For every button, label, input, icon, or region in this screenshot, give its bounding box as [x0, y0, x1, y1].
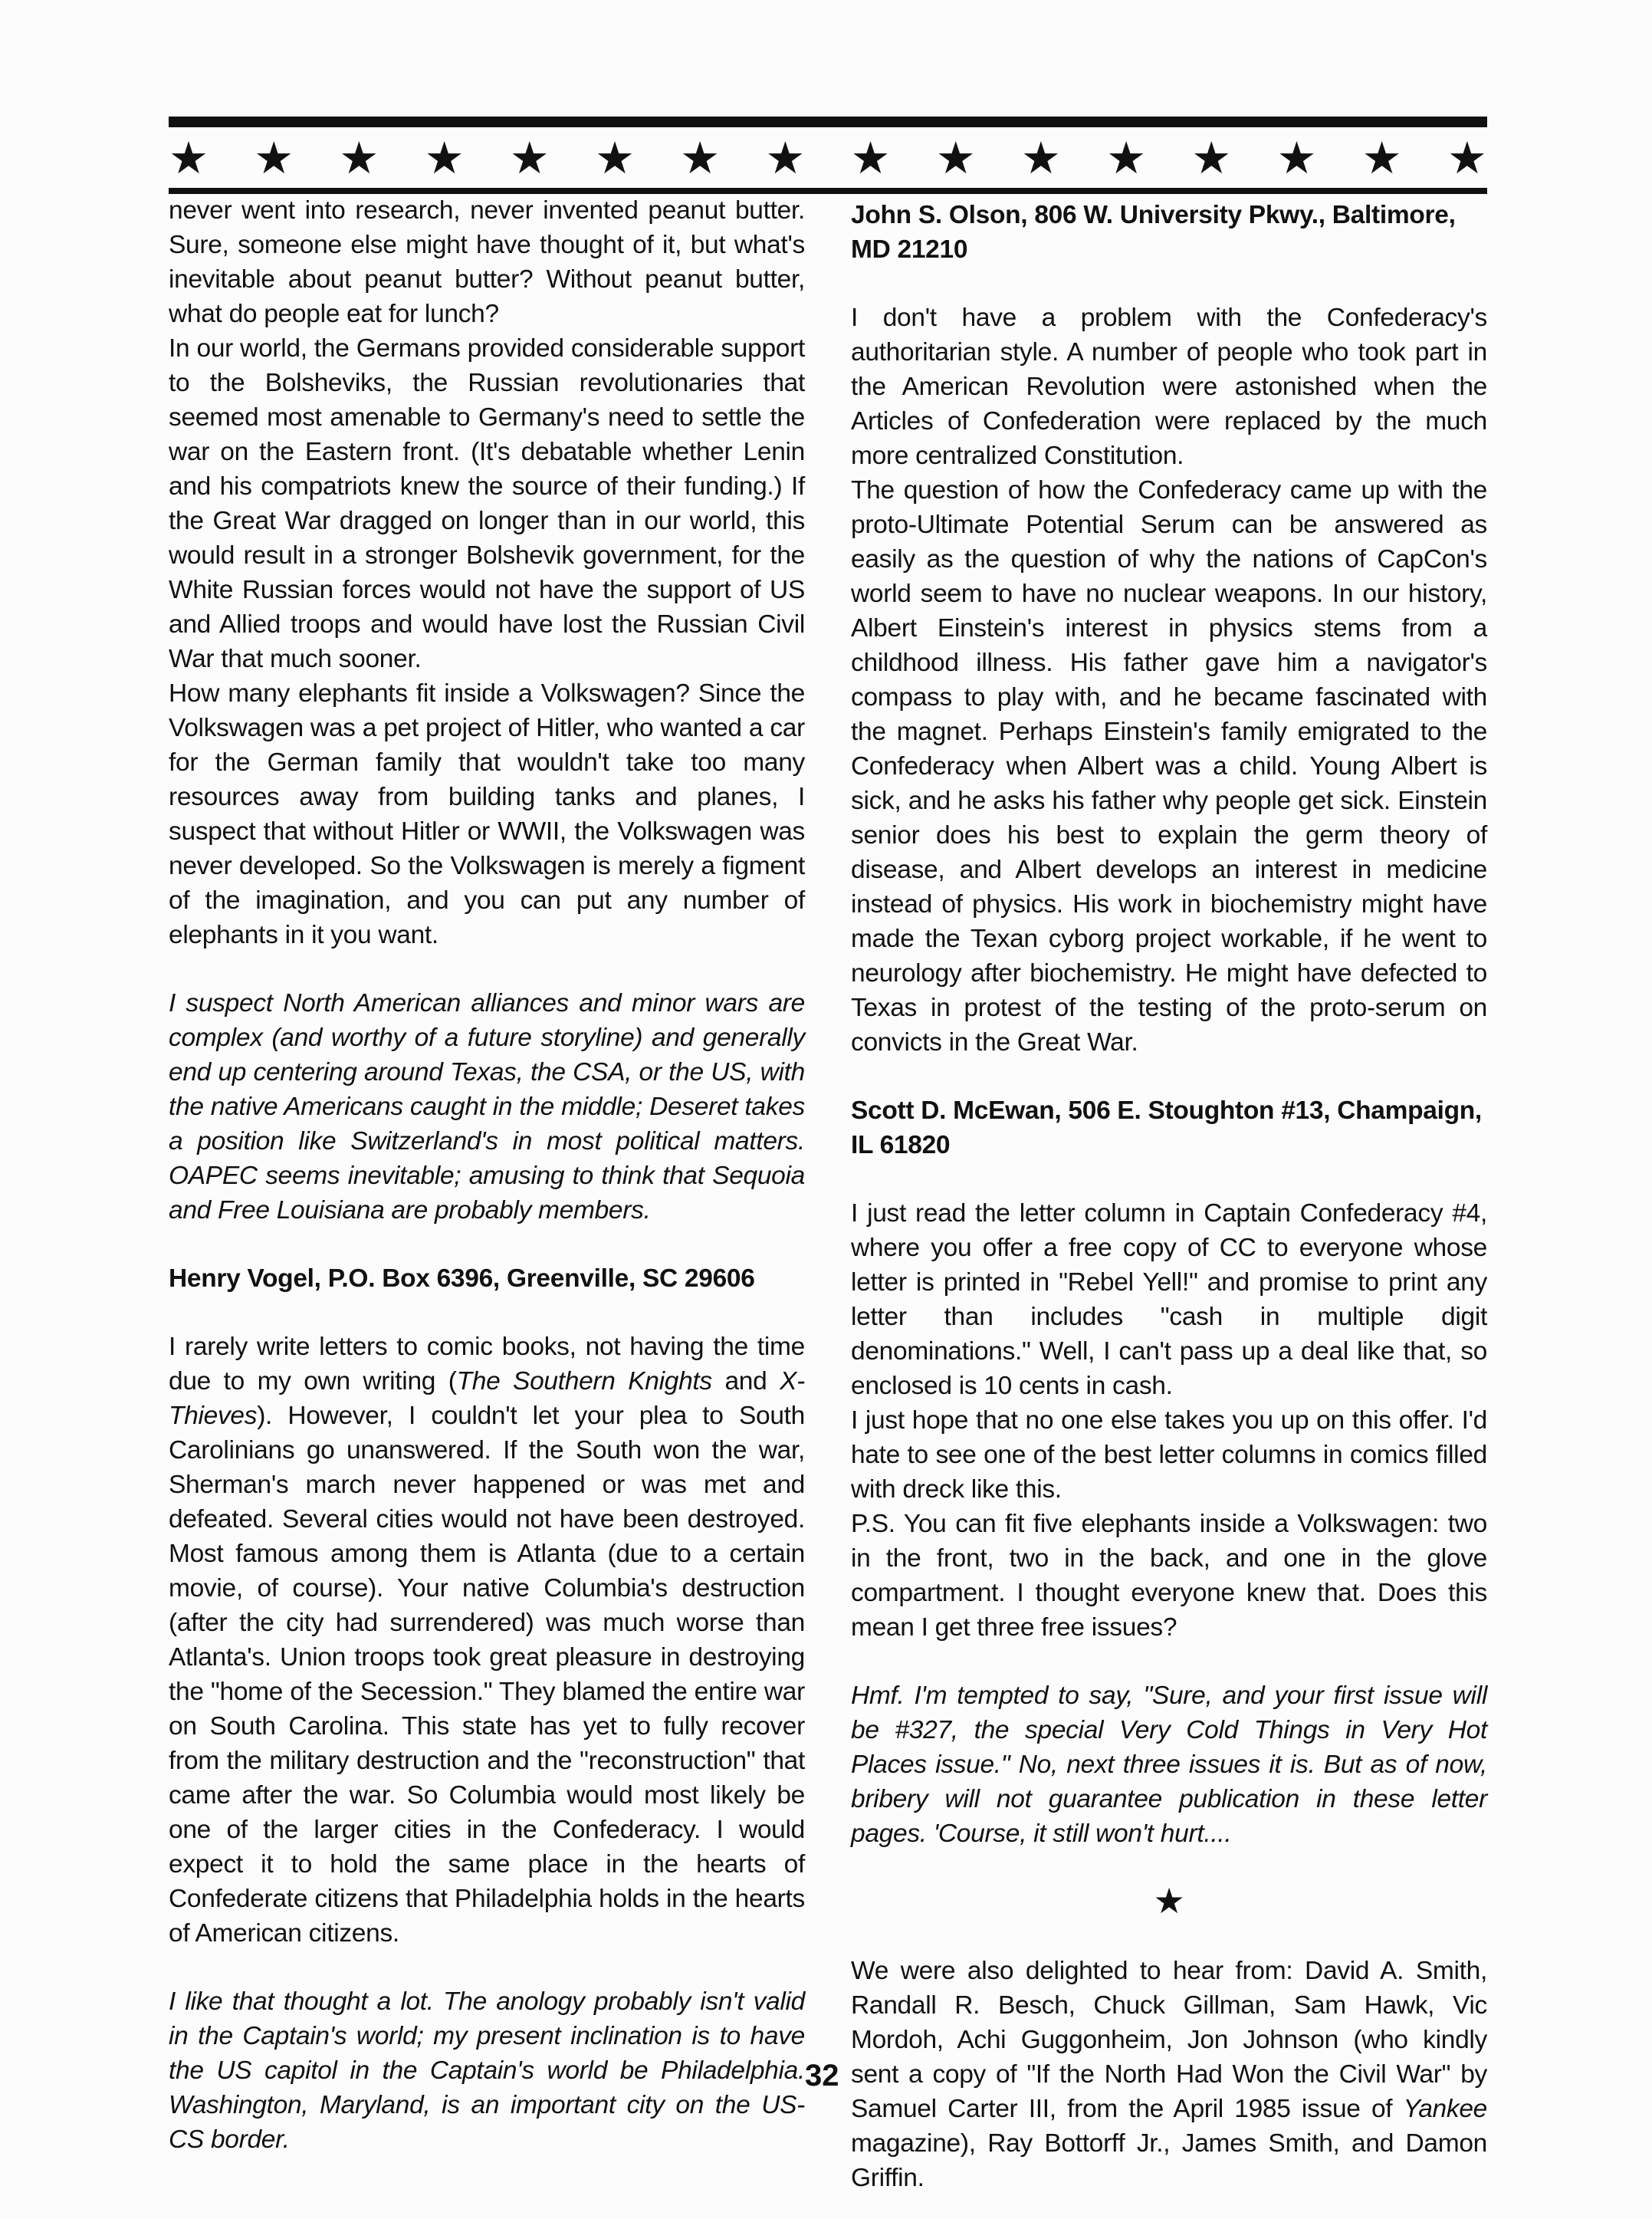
letter-paragraph: P.S. You can fit five elephants inside a Volkswagen: two in the front, two in the back, and one in the glove compartment. I thought everyone knew that. Does this mean I get three free issues?: [851, 1510, 1487, 1642]
star-icon: ★: [339, 132, 379, 184]
letter-paragraph: [169, 1330, 805, 1951]
star-icon: ★: [509, 132, 550, 184]
star-icon: ★: [424, 132, 465, 184]
letter-paragraph: never went into research, never invented peanut butter. Sure, someone else might have thought of it, but what's inevitable about peanut butter? Without peanut butter, what do people eat for lunch?: [169, 196, 805, 328]
text-run: ). However, I couldn't let your plea to South Carolinians go unanswered. If the South won the war, Sherman's march never happened or was met and defeated. Several cities would not have been destroyed. Most famous among them is Atlanta (due to a certain movie, of course). Your native Columbia's destruction (after the city had surrendered) was much worse than Atlanta's. Union troops took great pleasure in destroying the "home of the Secession." They blamed the entire war on South Carolina. This state has yet to fully recover from the military destruction and the "reconstruction" that came after the war. So Columbia would most likely be one of the larger cities in the Confederacy. I would expect it to hold the same place in the hearts of Confederate citizens that Philadelphia holds in the hearts of American citizens.: [169, 1402, 805, 1948]
right-column: [851, 198, 1487, 2195]
comic-title: The Southern Knights: [456, 1367, 712, 1396]
star-icon: ★: [1276, 132, 1317, 184]
star-icon: ★: [254, 132, 294, 184]
editor-reply: Hmf. I'm tempted to say, "Sure, and your first issue will be #327, the special Very Cold Things in Very Hot Places issue." No, next three issues it is. But as of now, bribery will not guarantee publication in these letter pages. 'Course, it still won't hurt....: [851, 1682, 1487, 1848]
text-run: and: [711, 1367, 780, 1396]
star-icon: ★: [169, 132, 209, 184]
star-divider-icon: ★: [1153, 1880, 1185, 1921]
letter-paragraph: [851, 1954, 1487, 2195]
letter-paragraph: In our world, the Germans provided considerable support to the Bolsheviks, the Russian revolutionaries that seemed most amenable to Germany's need to settle the war on the Eastern front. (It's debatable whether Lenin and his compatriots knew the source of their funding.) If the Great War dragged on longer than in our world, this would result in a stronger Bolshevik government, for the White Russian forces would not have the support of US and Allied troops and would have lost the Russian Civil War that much sooner.: [169, 334, 805, 673]
star-icon: ★: [850, 132, 891, 184]
left-column: [169, 193, 805, 2157]
star-icon: ★: [935, 132, 976, 184]
letter-writer-heading: Henry Vogel, P.O. Box 6396, Greenville, SC 29606: [169, 1264, 755, 1293]
letter-paragraph: I don't have a problem with the Confederacy's authoritarian style. A number of people who took part in the American Revolution were astonished when the Articles of Confederation were replaced by the much more centralized Constitution.: [851, 304, 1487, 470]
letter-writer-heading: John S. Olson, 806 W. University Pkwy., Baltimore, MD 21210: [851, 201, 1456, 264]
star-icon: ★: [765, 132, 806, 184]
star-banner: [169, 130, 1487, 186]
letter-writer-heading: Scott D. McEwan, 506 E. Stoughton #13, Champaign, IL 61820: [851, 1096, 1482, 1159]
letter-paragraph: How many elephants fit inside a Volkswagen? Since the Volkswagen was a pet project of Hitler, who wanted a car for the German family that wouldn't take too many resources away from building tanks and planes, I suspect that without Hitler or WWII, the Volkswagen was never developed. So the Volkswagen is merely a figment of the imagination, and you can put any number of elephants in it you want.: [169, 679, 805, 949]
letter-paragraph: I just hope that no one else takes you up on this offer. I'd hate to see one of the best letter columns in comics filled with dreck like this.: [851, 1406, 1487, 1504]
text-run: magazine), Ray Bottorff Jr., James Smith, and Damon Griffin.: [851, 2129, 1487, 2192]
text-run: We were also delighted to hear from: David A. Smith, Randall R. Besch, Chuck Gillman, Sam Hawk, Vic Mordoh, Achi Guggonheim, Jon Johnson (who kindly sent a copy of "If the North Had Won the Civil War" by Samuel Carter III, from the April 1985 issue of: [851, 1957, 1487, 2123]
star-icon: ★: [1020, 132, 1061, 184]
text-run: I rarely write letters to comic books, not having the time due to my own writing (: [169, 1333, 805, 1396]
magazine-title: Yankee: [1403, 2095, 1487, 2123]
editor-reply: I like that thought a lot. The anology probably isn't valid in the Captain's world; my present inclination is to have the US capitol in the Captain's world be Philadelphia. Washington, Maryland, is an important city on the US-CS border.: [169, 1987, 805, 2154]
editor-reply: I suspect North American alliances and minor wars are complex (and worthy of a future storyline) and generally end up centering around Texas, the CSA, or the US, with the native Americans caught in the middle; Deseret takes a position like Switzerland's in most political matters. OAPEC seems inevitable; amusing to think that Sequoia and Free Louisiana are probably members.: [169, 989, 805, 1225]
letter-paragraph: I just read the letter column in Captain Confederacy #4, where you offer a free copy of CC to everyone whose letter is printed in "Rebel Yell!" and promise to print any letter than includes "cash in multiple digit denominations." Well, I can't pass up a deal like that, so enclosed is 10 cents in cash.: [851, 1199, 1487, 1400]
comic-title: X-Thieves: [169, 1367, 805, 1430]
star-icon: ★: [680, 132, 721, 184]
star-icon: ★: [594, 132, 635, 184]
header-rule-thick: [169, 117, 1487, 127]
star-icon: ★: [1191, 132, 1232, 184]
star-icon: ★: [1106, 132, 1147, 184]
star-icon: ★: [1361, 132, 1402, 184]
page-number: 32: [805, 2059, 839, 2092]
star-icon: ★: [1447, 132, 1487, 184]
letter-paragraph: The question of how the Confederacy came up with the proto-Ultimate Potential Serum can be answered as easily as the question of why the nations of CapCon's world seem to have no nuclear weapons. In our history, Albert Einstein's interest in physics stems from a childhood illness. His father gave him a navigator's compass to play with, and he became fascinated with the magnet. Perhaps Einstein's family emigrated to the Confederacy when Albert was a child. Young Albert is sick, and he asks his father why people get sick. Einstein senior does his best to explain the germ theory of disease, and Albert develops an interest in medicine instead of physics. His work in biochemistry might have made the Texan cyborg project workable, if he went to neurology after biochemistry. He might have defected to Texas in protest of the testing of the proto-serum on convicts in the Great War.: [851, 476, 1487, 1057]
